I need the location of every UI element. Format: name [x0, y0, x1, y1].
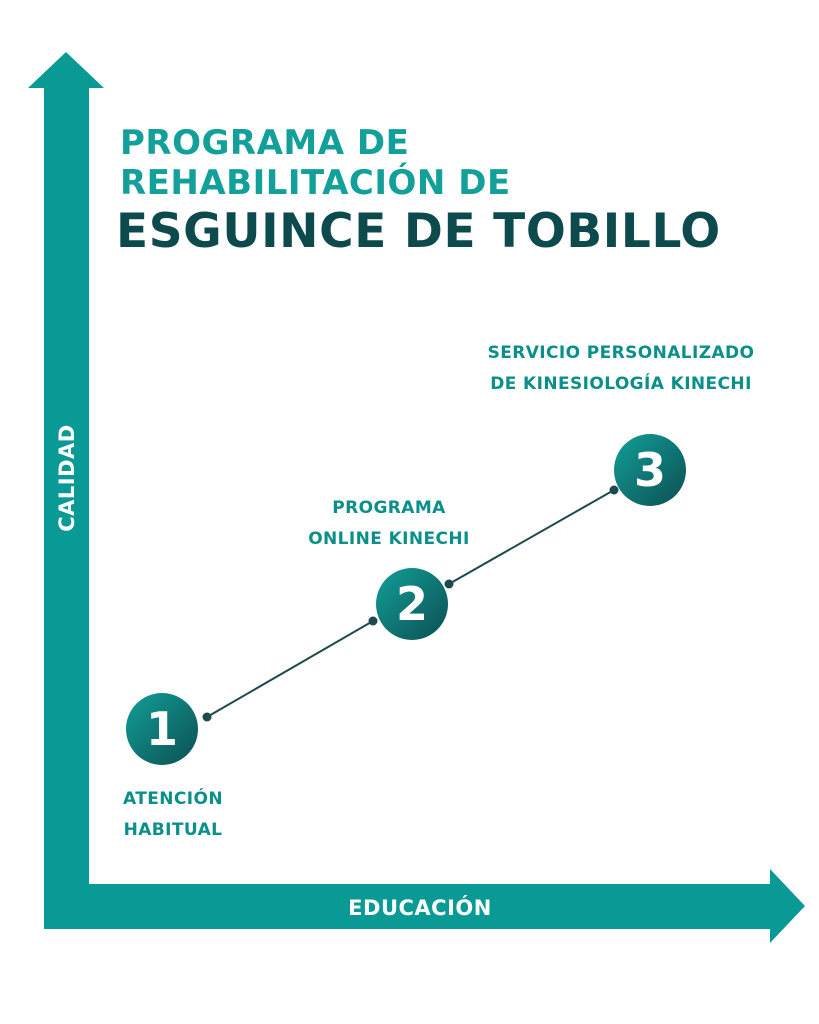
y-axis-label: CALIDAD — [55, 424, 79, 532]
title-line-3: ESGUINCE DE TOBILLO — [116, 204, 721, 259]
step-2-label-line-2: ONLINE KINECHI — [308, 529, 470, 549]
step-1-label-line-2: HABITUAL — [123, 820, 223, 840]
step-1-number: 1 — [145, 702, 179, 756]
connector-1-2 — [203, 617, 378, 722]
step-1-label-line-1: ATENCIÓN — [123, 789, 223, 809]
step-3-number: 3 — [633, 443, 667, 497]
title-line-2: REHABILITACIÓN DE — [120, 163, 511, 203]
title-line-1: PROGRAMA DE — [120, 123, 410, 163]
step-2-label-line-1: PROGRAMA — [332, 498, 446, 518]
step-2-number: 2 — [395, 577, 429, 631]
step-2-label — [282, 493, 496, 555]
step-3-label-line-1: SERVICIO PERSONALIZADO — [487, 343, 755, 363]
x-axis-label: EDUCACIÓN — [348, 896, 492, 920]
step-1-label — [96, 784, 250, 846]
step-1-circle — [126, 693, 198, 765]
step-3-label-line-2: DE KINESIOLOGÍA KINECHI — [490, 374, 752, 394]
step-3-circle — [614, 434, 686, 506]
step-3-label — [454, 338, 788, 400]
step-2-circle — [376, 568, 448, 640]
